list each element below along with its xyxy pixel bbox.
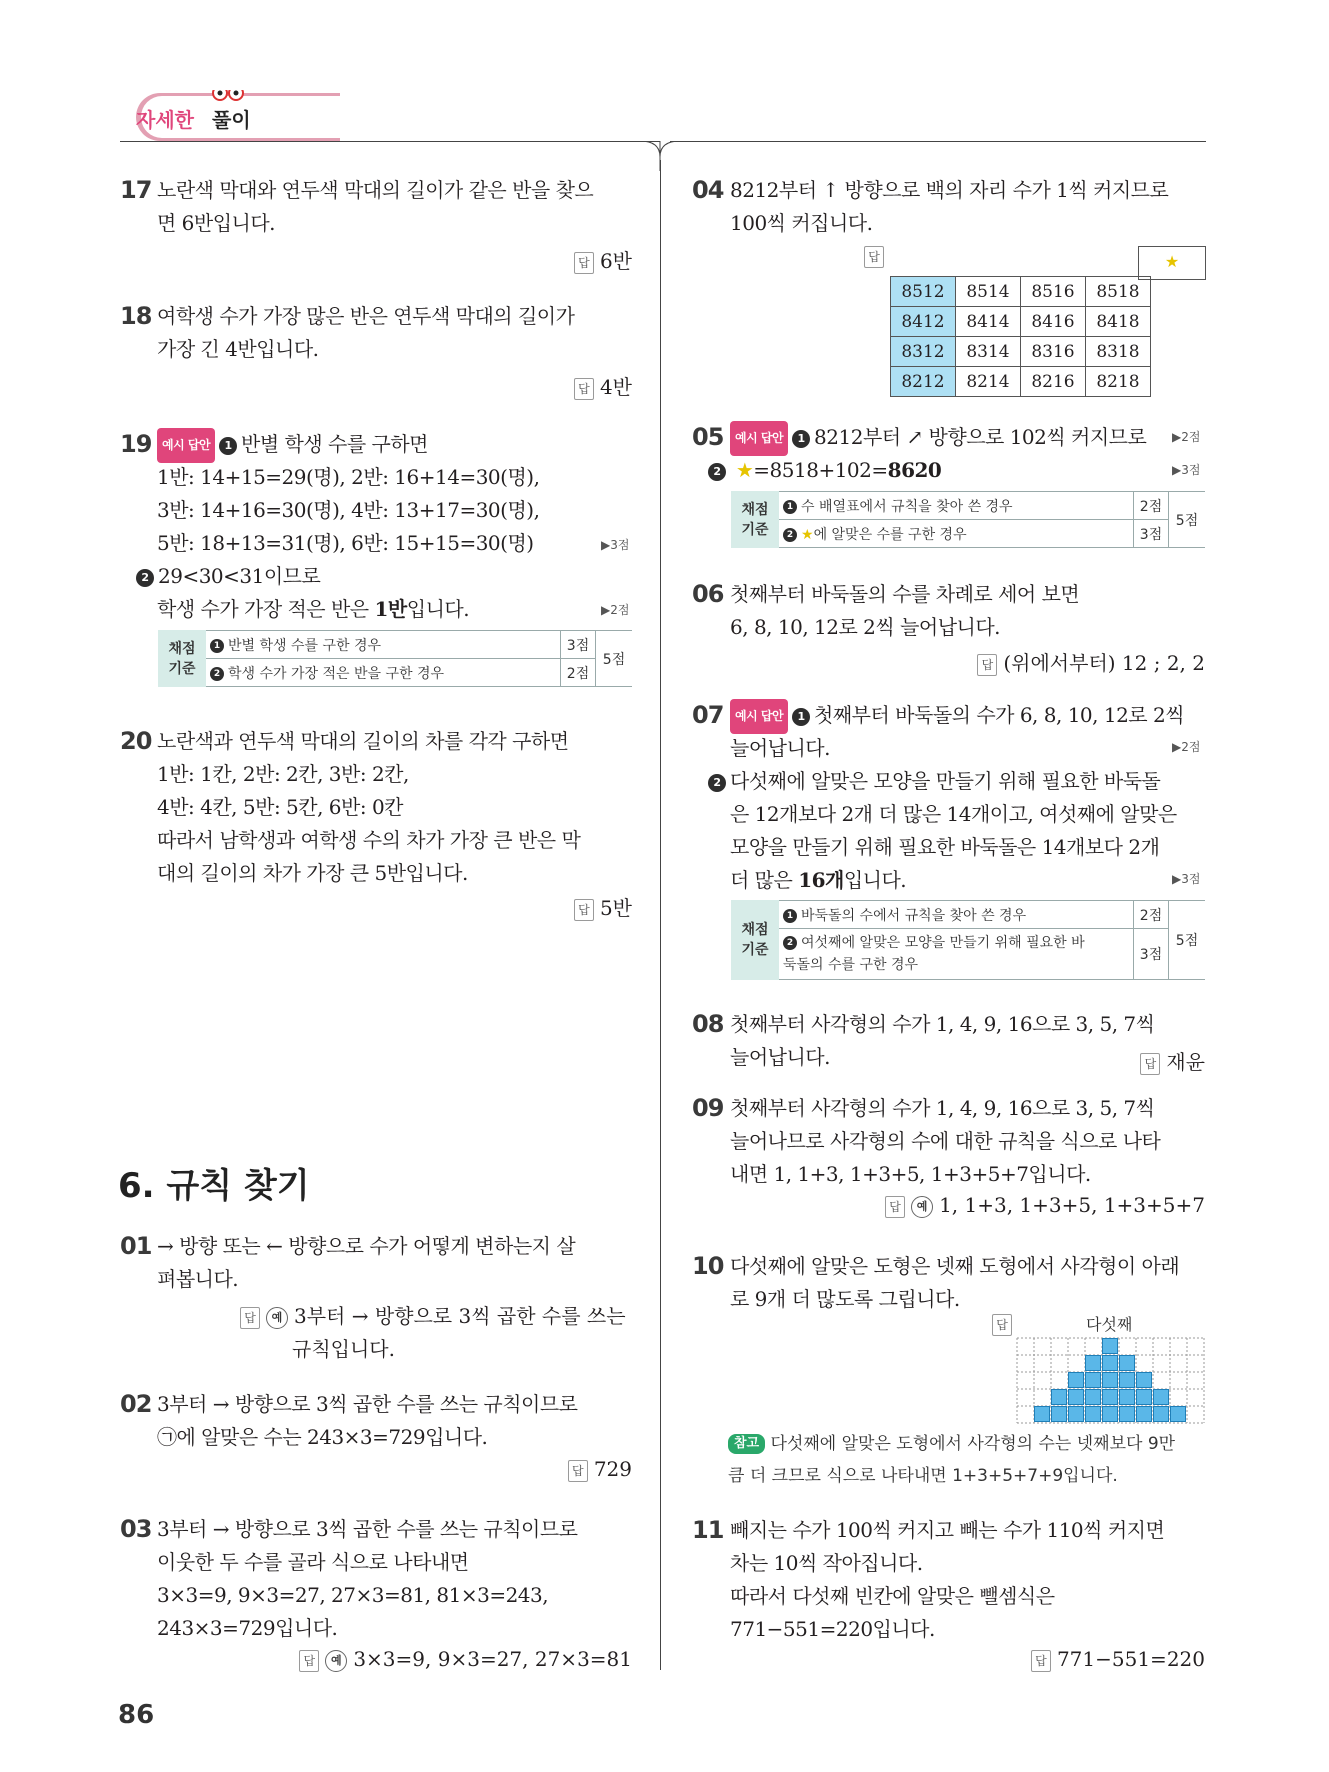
section-title: 6. 규칙 찾기: [118, 1166, 310, 1206]
solution-line: 100씩 커집니다.: [730, 211, 873, 235]
example-icon: 예: [911, 1196, 933, 1218]
answer: [574, 892, 632, 921]
solution-line: 노란색 막대와 연두색 막대의 길이가 같은 반을 찾으: [157, 178, 594, 202]
step-1-icon: 1: [783, 909, 797, 923]
step-1-icon: 1: [219, 437, 237, 455]
table-cell: 8418: [1086, 307, 1151, 337]
star-cell: ★: [1138, 246, 1206, 280]
answer-icon: 답: [574, 899, 594, 921]
problem-number: 18: [120, 302, 152, 330]
solution-line: 첫째부터 바둑돌의 수를 차례로 세어 보면: [730, 582, 1080, 606]
solution-line: 3부터 → 방향으로 3씩 곱한 수를 쓰는 규칙이므로: [157, 1517, 578, 1541]
table-cell: 8216: [1021, 367, 1086, 397]
answer-icon: 답: [977, 654, 997, 676]
solution-text: 더 많은: [730, 868, 799, 892]
table-cell: 8416: [1021, 307, 1086, 337]
answer-text: 4반: [599, 375, 632, 399]
solution-line: [730, 421, 1146, 456]
step-2-icon: 2: [783, 528, 797, 542]
answer: [568, 1457, 632, 1482]
solution-line: 8212부터 ↑ 방향으로 백의 자리 수가 1씩 커지므로: [730, 178, 1169, 202]
table-cell: 8314: [956, 337, 1021, 367]
figure-square: [1051, 1389, 1067, 1405]
example-icon: 예: [325, 1650, 347, 1672]
figure-square: [1051, 1406, 1067, 1422]
answer-icon: 답: [885, 1196, 905, 1218]
solution-emphasis: 8620: [887, 458, 942, 482]
figure-square: [1102, 1389, 1118, 1405]
scoring-rubric: [731, 900, 1205, 980]
solution-line: 3부터 → 방향으로 3씩 곱한 수를 쓰는 규칙이므로: [157, 1392, 578, 1416]
solution-text: 8212부터 ↗ 방향으로 102씩 커지므로: [814, 425, 1147, 449]
figure-square: [1085, 1389, 1101, 1405]
table-cell: 8412: [891, 307, 956, 337]
solution-line: [730, 699, 1184, 734]
table-cell: 8414: [956, 307, 1021, 337]
figure-square: [1102, 1406, 1118, 1422]
note-text: 큼 더 크므로 식으로 나타내면 1+3+5+7+9입니다.: [728, 1466, 1118, 1486]
figure-square: [1119, 1355, 1135, 1371]
rubric-text: 학생 수가 가장 적은 반을 구한 경우: [228, 665, 445, 682]
figure-square: [1085, 1406, 1101, 1422]
solution-text: 입니다.: [843, 868, 907, 892]
figure-square: [1085, 1372, 1101, 1388]
table-cell: 8316: [1021, 337, 1086, 367]
answer-icon: 답: [1140, 1053, 1160, 1075]
solution-line: ㉠에 알맞은 수는 243×3=729입니다.: [157, 1425, 488, 1449]
solution-line: [708, 765, 1160, 798]
figure-square: [1068, 1406, 1084, 1422]
figure-square: [1119, 1406, 1135, 1422]
problem-number: 08: [692, 1010, 724, 1038]
solution-line: 3×3=9, 9×3=27, 27×3=81, 81×3=243,: [157, 1583, 549, 1607]
step-2-icon: 2: [708, 774, 726, 792]
problem-number: 06: [692, 580, 724, 608]
answer-text: 1, 1+3, 1+3+5, 1+3+5+7: [939, 1193, 1205, 1217]
table-cell: 8518: [1086, 277, 1151, 307]
solution-line: 1반: 1칸, 2반: 2칸, 3반: 2칸,: [157, 762, 409, 786]
answer-icon: 답: [1031, 1650, 1051, 1672]
example-answer-badge: 예시 답안: [730, 699, 788, 734]
rubric-points: 2점: [1134, 901, 1169, 929]
answer-text: 재윤: [1166, 1050, 1205, 1074]
rubric-text: 바둑돌의 수에서 규칙을 찾아 쓴 경우: [801, 907, 1027, 924]
problem-number: 20: [120, 727, 152, 755]
rubric-row: [206, 631, 561, 659]
example-answer-badge: 예시 답안: [730, 421, 788, 456]
answer-text: 5반: [599, 896, 632, 920]
solution-text: =8518+102=: [753, 458, 888, 482]
header-label-a: 자세한: [136, 108, 194, 132]
solution-line: 은 12개보다 2개 더 많은 14개이고, 여섯째에 알맞은: [730, 802, 1177, 826]
rubric-head: 채점 기준: [732, 492, 779, 548]
solution-line: 다섯째에 알맞은 도형은 넷째 도형에서 사각형이 아래: [730, 1254, 1180, 1278]
step-2-icon: 2: [708, 463, 726, 481]
solution-line: 늘어나므로 사각형의 수에 대한 규칙을 식으로 나타: [730, 1129, 1161, 1153]
problem-number: 11: [692, 1516, 724, 1544]
answer-icon: [864, 246, 890, 268]
rubric-text: 반별 학생 수를 구한 경우: [228, 637, 382, 654]
scoring-rubric: [731, 491, 1205, 548]
answer-label: 답: [992, 1314, 1012, 1336]
rubric-row: [779, 929, 1134, 980]
solution-line: 따라서 다섯째 빈칸에 알맞은 뺄셈식은: [730, 1584, 1055, 1608]
solution-line: 노란색과 연두색 막대의 길이의 차를 각각 구하면: [157, 729, 569, 753]
figure-square: [1085, 1355, 1101, 1371]
answer-icon: 답: [568, 1460, 588, 1482]
answer-icon: 답: [574, 252, 594, 274]
figure-square: [1034, 1406, 1050, 1422]
solution-line: 첫째부터 사각형의 수가 1, 4, 9, 16으로 3, 5, 7씩: [730, 1012, 1155, 1036]
rubric-text: 여섯째에 알맞은 모양을 만들기 위해 필요한 바: [801, 935, 1085, 951]
figure-square: [1170, 1406, 1186, 1422]
answer-text: 6반: [599, 249, 632, 273]
rubric-row: [779, 520, 1134, 548]
note: [728, 1428, 1175, 1492]
answer: [1140, 1046, 1205, 1075]
figure-square: [1102, 1372, 1118, 1388]
table-cell: 8212: [891, 367, 956, 397]
figure-square: [1102, 1338, 1118, 1354]
solution-line: → 방향 또는 ← 방향으로 수가 어떻게 변하는지 살: [157, 1234, 576, 1258]
problem-number: 04: [692, 176, 724, 204]
solution-line: 면 6반입니다.: [157, 211, 276, 235]
figure-square: [1102, 1355, 1118, 1371]
solution-line: 6, 8, 10, 12로 2씩 늘어납니다.: [730, 615, 1001, 639]
answer: [574, 245, 632, 274]
figure-square: [1153, 1406, 1169, 1422]
solution-line: 첫째부터 사각형의 수가 1, 4, 9, 16으로 3, 5, 7씩: [730, 1096, 1155, 1120]
scoring-rubric: [158, 630, 632, 687]
step-1-icon: 1: [783, 500, 797, 514]
answer-label: 답: [864, 246, 884, 268]
solution-line: 펴봅니다.: [157, 1267, 239, 1291]
score-marker: ▶3점: [601, 538, 630, 552]
example-answer-badge: 예시 답안: [157, 428, 215, 463]
star-icon: ★: [801, 526, 814, 543]
solution-line: 모양을 만들기 위해 필요한 바둑돌은 14개보다 2개: [730, 835, 1160, 859]
solution-line: 243×3=729입니다.: [157, 1616, 338, 1640]
solution-line: [708, 454, 941, 487]
rubric-total: 5점: [596, 631, 633, 687]
problem-number: 10: [692, 1252, 724, 1280]
answer-icon: 답: [299, 1650, 319, 1672]
score-marker: ▶2점: [1172, 740, 1201, 754]
problem-number: 03: [120, 1515, 152, 1543]
problem-number: 09: [692, 1094, 724, 1122]
figure-label: 다섯째: [1086, 1315, 1133, 1334]
step-2-icon: 2: [210, 667, 224, 681]
rubric-total: 5점: [1169, 492, 1206, 548]
score-marker: ▶2점: [601, 603, 630, 617]
rubric-row: [779, 492, 1134, 520]
problem-number: 07: [692, 701, 724, 729]
column-divider: [660, 160, 661, 1670]
problem-number: 02: [120, 1390, 152, 1418]
solution-line: 3반: 14+16=30(명), 4반: 13+17=30(명),: [157, 498, 540, 522]
solution-text: 29<30<31이므로: [158, 564, 321, 588]
solution-line: 로 9개 더 많도록 그립니다.: [730, 1287, 960, 1311]
number-array-table: [890, 276, 1151, 397]
rubric-text: 에 알맞은 수를 구한 경우: [813, 526, 967, 543]
table-cell: 8318: [1086, 337, 1151, 367]
problem-number: 17: [120, 176, 152, 204]
table-cell: 8312: [891, 337, 956, 367]
page-number: 86: [118, 1700, 155, 1730]
table-cell: 8516: [1021, 277, 1086, 307]
rubric-row: [779, 901, 1134, 929]
solution-emphasis: 16개: [798, 868, 844, 892]
solution-text: 다섯째에 알맞은 모양을 만들기 위해 필요한 바둑돌: [730, 769, 1161, 793]
figure-square: [1119, 1372, 1135, 1388]
problem-number: 19: [120, 430, 152, 458]
answer: [299, 1647, 632, 1672]
figure-square: [1136, 1372, 1152, 1388]
header-rule: [120, 141, 660, 142]
rubric-text: 둑돌의 수를 구한 경우: [783, 957, 919, 973]
figure-square: [1068, 1372, 1084, 1388]
example-icon: 예: [266, 1307, 288, 1329]
rubric-points: 3점: [1134, 929, 1169, 980]
table-cell: 8512: [891, 277, 956, 307]
solution-line: 이웃한 두 수를 골라 식으로 나타내면: [157, 1550, 469, 1574]
answer-icon: 답: [240, 1307, 260, 1329]
table-cell: 8218: [1086, 367, 1151, 397]
rubric-points: 2점: [1134, 492, 1169, 520]
answer-text: (위에서부터) 12 ; 2, 2: [1003, 651, 1205, 675]
figure-square: [1068, 1389, 1084, 1405]
rubric-head: 채점 기준: [159, 631, 206, 687]
rubric-points: 3점: [1134, 520, 1169, 548]
answer: [885, 1193, 1205, 1218]
header-label-b: 풀이: [212, 108, 251, 132]
rubric-row: [206, 659, 561, 687]
answer-text: 3×3=9, 9×3=27, 27×3=81: [353, 1647, 632, 1671]
rubric-text: 수 배열표에서 규칙을 찾아 쓴 경우: [801, 498, 1013, 515]
solution-line: 내면 1, 1+3, 1+3+5, 1+3+5+7입니다.: [730, 1162, 1091, 1186]
rubric-total: 5점: [1169, 901, 1206, 980]
solution-text: 반별 학생 수를 구하면: [241, 432, 428, 456]
square-figure: [1016, 1337, 1206, 1423]
answer: [240, 1300, 626, 1329]
problem-number: 01: [120, 1232, 152, 1260]
solution-line: [730, 864, 906, 897]
table-cell: 8514: [956, 277, 1021, 307]
solution-line: 여학생 수가 가장 많은 반은 연두색 막대의 길이가: [157, 304, 575, 328]
note-text: 다섯째에 알맞은 도형에서 사각형의 수는 넷째보다 9만: [770, 1434, 1176, 1454]
rubric-head: 채점 기준: [732, 901, 779, 980]
solution-line: 늘어납니다.: [730, 736, 830, 760]
answer-icon: [992, 1314, 1018, 1336]
solution-line: [136, 560, 320, 593]
table-cell: 8214: [956, 367, 1021, 397]
step-2-icon: 2: [136, 569, 154, 587]
figure-square: [1136, 1389, 1152, 1405]
solution-line: 빼지는 수가 100씩 커지고 빼는 수가 110씩 커지면: [730, 1518, 1165, 1542]
solution-text: 첫째부터 바둑돌의 수가 6, 8, 10, 12로 2씩: [814, 703, 1185, 727]
solution-line: 1반: 14+15=29(명), 2반: 16+14=30(명),: [157, 465, 540, 489]
solution-text: 입니다.: [406, 597, 470, 621]
step-2-icon: 2: [783, 936, 797, 950]
step-1-icon: 1: [792, 708, 810, 726]
score-marker: ▶3점: [1172, 463, 1201, 477]
solution-line: 따라서 남학생과 여학생 수의 차가 가장 큰 반은 막: [157, 828, 581, 852]
star-icon: ★: [735, 458, 754, 482]
solution-line: 늘어납니다.: [730, 1045, 830, 1069]
answer-icon: 답: [574, 378, 594, 400]
step-1-icon: 1: [792, 430, 810, 448]
answer-text: 3부터 → 방향으로 3씩 곱한 수를 쓰는: [294, 1304, 626, 1328]
answer-text: 771−551=220: [1056, 1647, 1205, 1671]
solution-line: 5반: 18+13=31(명), 6반: 15+15=30(명): [157, 531, 534, 555]
header-rule-right: [670, 141, 1206, 142]
figure-square: [1136, 1406, 1152, 1422]
solution-line: 가장 긴 4반입니다.: [157, 337, 319, 361]
figure-square: [1153, 1389, 1169, 1405]
solution-emphasis: 1반: [374, 597, 407, 621]
solution-line: 대의 길이의 차가 가장 큰 5반입니다.: [157, 861, 468, 885]
rubric-points: 3점: [561, 631, 596, 659]
answer-text: 규칙입니다.: [292, 1337, 395, 1361]
solution-text: 학생 수가 가장 적은 반은: [157, 597, 375, 621]
header-badge: [120, 90, 342, 144]
figure-square: [1119, 1389, 1135, 1405]
score-marker: ▶3점: [1172, 872, 1201, 886]
note-tag: 참고: [728, 1434, 765, 1454]
answer-text: 729: [593, 1457, 632, 1481]
rubric-points: 2점: [561, 659, 596, 687]
solution-line: [157, 593, 469, 626]
step-1-icon: 1: [210, 639, 224, 653]
problem-number: 05: [692, 423, 724, 451]
answer: [1031, 1647, 1205, 1672]
answer: [574, 371, 632, 400]
score-marker: ▶2점: [1172, 430, 1201, 444]
solution-line: [157, 428, 428, 463]
solution-line: 4반: 4칸, 5반: 5칸, 6반: 0칸: [157, 795, 403, 819]
solution-line: 771−551=220입니다.: [730, 1617, 935, 1641]
solution-line: 차는 10씩 작아집니다.: [730, 1551, 923, 1575]
answer: [977, 647, 1205, 676]
